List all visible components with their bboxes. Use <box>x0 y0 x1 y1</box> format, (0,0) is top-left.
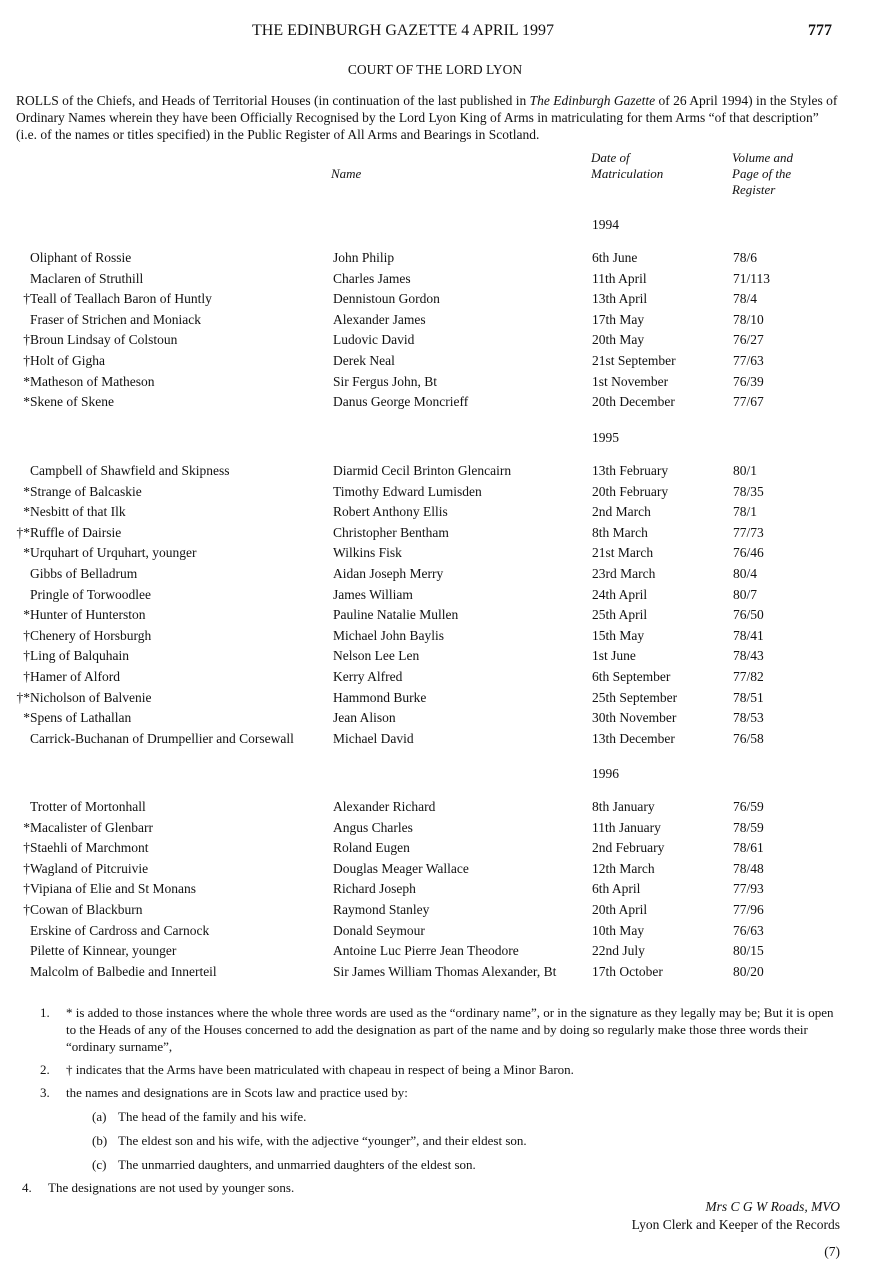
roll-name: James William <box>333 586 413 602</box>
roll-name: Roland Eugen <box>333 840 410 856</box>
roll-volume: 78/6 <box>733 250 758 265</box>
roll-name: Sir Fergus John, Bt <box>333 373 438 389</box>
note-3b <box>92 1132 845 1149</box>
roll-title: Vipiana of Elie and St Monans <box>30 881 197 897</box>
roll-mark: † <box>23 648 30 664</box>
roll-date: 8th January <box>592 799 655 814</box>
roll-volume: 76/27 <box>733 332 764 348</box>
roll-title: Campbell of Shawfield and Skipness <box>30 463 230 478</box>
roll-name: Sir James William Thomas Alexander, Bt <box>333 963 557 979</box>
roll-volume: 80/4 <box>733 566 758 581</box>
roll-name: Charles James <box>333 270 411 286</box>
roll-mark: * <box>23 373 30 389</box>
roll-row <box>0 628 870 648</box>
column-header-volume-line2: Page of the <box>732 166 792 181</box>
roll-title: Hunter of Hunterston <box>30 607 146 623</box>
roll-title: Wagland of Pitcruivie <box>30 860 149 876</box>
roll-title: Oliphant of Rossie <box>30 250 132 265</box>
roll-row <box>0 710 870 730</box>
roll-date: 12th March <box>592 860 655 876</box>
roll-date: 13th February <box>592 463 669 478</box>
court-heading: COURT OF THE LORD LYON <box>347 62 523 77</box>
roll-date: 21st March <box>592 545 654 561</box>
note-3a-number: (a) <box>92 1109 107 1124</box>
roll-volume: 80/15 <box>733 943 764 959</box>
roll-volume: 77/82 <box>733 669 764 684</box>
roll-row <box>0 332 870 352</box>
roll-mark: * <box>23 504 30 520</box>
roll-name: Ludovic David <box>333 332 415 348</box>
roll-volume: 76/39 <box>733 373 764 389</box>
note-2-text: † indicates that the Arms have been matriculated with chapeau in respect of being a Minor Baron. <box>66 1062 574 1077</box>
roll-date: 1st November <box>592 373 669 389</box>
roll-name: Antoine Luc Pierre Jean Theodore <box>333 943 519 959</box>
roll-date: 11th January <box>592 819 661 835</box>
roll-mark: * <box>23 819 30 835</box>
roll-title: Erskine of Cardross and Carnock <box>30 922 210 938</box>
page-number: 777 <box>808 22 832 39</box>
column-header-volume-line3: Register <box>732 182 776 197</box>
roll-volume: 80/7 <box>733 586 758 602</box>
note-1-text: * is added to those instances where the whole three words are used as the “ordinary name”, or in the signature as they legally may be; But it is open to the Heads of any of the Houses concerned to add the designation as part of the name and by doing so regularly make those three words their “ordinary surname”, <box>66 1005 834 1054</box>
roll-mark: * <box>23 394 30 410</box>
roll-title: Gibbs of Belladrum <box>30 566 138 581</box>
roll-title: Macalister of Glenbarr <box>30 819 153 835</box>
roll-row <box>0 820 870 840</box>
column-header-volume <box>732 150 793 198</box>
roll-name: Alexander Richard <box>333 799 436 814</box>
roll-volume: 78/53 <box>733 710 764 726</box>
note-3c-text: The unmarried daughters, and unmarried daughters of the eldest son. <box>118 1157 476 1172</box>
roll-title: Hamer of Alford <box>30 669 120 684</box>
note-1 <box>40 1004 845 1055</box>
roll-volume: 80/1 <box>733 463 758 478</box>
roll-date: 17th May <box>592 311 645 327</box>
roll-row <box>0 607 870 627</box>
roll-row <box>0 861 870 881</box>
note-1-number: 1. <box>40 1005 50 1020</box>
roll-volume: 78/4 <box>733 291 758 307</box>
note-3b-number: (b) <box>92 1133 108 1148</box>
roll-title: Trotter of Mortonhall <box>30 799 146 814</box>
roll-volume: 77/73 <box>733 524 764 540</box>
column-header-date <box>591 150 663 182</box>
roll-title: Spens of Lathallan <box>30 710 132 726</box>
roll-mark: * <box>23 545 30 561</box>
roll-date: 23rd March <box>592 566 656 581</box>
note-3b-text: The eldest son and his wife, with the adjective “younger”, and their eldest son. <box>118 1133 527 1148</box>
note-3c <box>92 1156 845 1173</box>
roll-title: Maclaren of Struthill <box>30 270 144 286</box>
roll-mark: † <box>23 669 30 684</box>
roll-name: Danus George Moncrieff <box>333 394 469 410</box>
intro-text-2: of 26 April 1994) in the Styles of Ordinary Names wherein they have been Officially Recognised by the Lord Lyon King of Arms in matriculating for them Arms “of that description” (i.e. of the names or titles specified) in the Public Register of All Arms and Bearings in Scotland. <box>16 93 838 142</box>
roll-name: Jean Alison <box>333 710 396 726</box>
roll-name: Christopher Bentham <box>333 524 449 540</box>
note-3a <box>92 1108 845 1125</box>
roll-volume: 76/63 <box>733 922 764 938</box>
roll-mark: † <box>23 881 30 897</box>
roll-row <box>0 312 870 332</box>
roll-date: 10th May <box>592 922 645 938</box>
roll-row <box>0 881 870 901</box>
roll-row <box>0 250 870 270</box>
roll-title: Chenery of Horsburgh <box>30 627 152 643</box>
roll-row <box>0 394 870 414</box>
roll-title: Strange of Balcaskie <box>30 483 142 499</box>
roll-volume: 78/48 <box>733 860 764 876</box>
roll-date: 13th April <box>592 291 648 307</box>
roll-title: Matheson of Matheson <box>30 373 155 389</box>
roll-date: 6th June <box>592 250 638 265</box>
roll-title: Carrick-Buchanan of Drumpellier and Corsewall <box>30 730 294 746</box>
roll-row <box>0 504 870 524</box>
roll-name: Diarmid Cecil Brinton Glencairn <box>333 463 512 478</box>
roll-date: 25th April <box>592 607 648 623</box>
roll-volume: 78/61 <box>733 840 764 856</box>
note-3c-number: (c) <box>92 1157 107 1172</box>
roll-row <box>0 943 870 963</box>
roll-volume: 78/59 <box>733 819 764 835</box>
roll-row <box>0 648 870 668</box>
note-4-number: 4. <box>22 1180 32 1195</box>
roll-title: Ling of Balquhain <box>30 648 129 664</box>
roll-name: Dennistoun Gordon <box>333 291 440 307</box>
roll-mark: * <box>23 483 30 499</box>
roll-mark: † <box>23 860 30 876</box>
roll-name: Hammond Burke <box>333 689 427 705</box>
column-header-name: Name <box>331 166 362 181</box>
roll-volume: 76/58 <box>733 730 764 746</box>
roll-name: Wilkins Fisk <box>333 545 402 561</box>
roll-date: 20th February <box>592 483 669 499</box>
roll-volume: 78/1 <box>733 504 758 520</box>
roll-mark: † <box>23 902 30 917</box>
roll-name: Richard Joseph <box>333 881 416 897</box>
roll-mark: * <box>23 607 30 623</box>
gazette-title: THE EDINBURGH GAZETTE 4 APRIL 1997 <box>252 22 555 39</box>
note-4-text: The designations are not used by younger sons. <box>48 1180 295 1195</box>
roll-name: Timothy Edward Lumisden <box>333 483 482 499</box>
roll-name: Derek Neal <box>333 353 395 368</box>
note-3 <box>40 1084 845 1173</box>
roll-row <box>0 902 870 922</box>
roll-title: Pringle of Torwoodlee <box>30 586 152 602</box>
note-4 <box>22 1179 845 1196</box>
roll-title: Ruffle of Dairsie <box>30 524 122 540</box>
roll-title: Cowan of Blackburn <box>30 902 143 917</box>
signature-block <box>632 1198 840 1234</box>
roll-volume: 78/10 <box>733 311 764 327</box>
roll-date: 17th October <box>592 963 663 979</box>
roll-date: 20th December <box>592 394 675 410</box>
roll-row <box>0 669 870 689</box>
roll-title: Nesbitt of that Ilk <box>30 504 126 520</box>
roll-volume: 78/51 <box>733 689 764 705</box>
roll-volume: 76/59 <box>733 799 764 814</box>
roll-name: Michael John Baylis <box>333 627 444 643</box>
roll-row <box>0 964 870 984</box>
roll-row <box>0 484 870 504</box>
roll-row <box>0 690 870 710</box>
year-heading-1994: 1994 <box>592 217 619 232</box>
roll-mark: †* <box>16 524 30 540</box>
roll-name: John Philip <box>333 250 395 265</box>
roll-name: Michael David <box>333 730 414 746</box>
roll-volume: 71/113 <box>733 270 770 286</box>
roll-date: 1st June <box>592 648 636 664</box>
column-header-date-line2: Matriculation <box>591 166 664 181</box>
roll-row <box>0 353 870 373</box>
roll-volume: 77/63 <box>733 353 764 368</box>
roll-volume: 77/96 <box>733 902 764 917</box>
roll-row <box>0 566 870 586</box>
roll-mark: † <box>23 627 30 643</box>
intro-publication: The Edinburgh Gazette <box>529 93 656 108</box>
roll-volume: 80/20 <box>733 963 764 979</box>
note-3-number: 3. <box>40 1085 50 1100</box>
roll-row <box>0 545 870 565</box>
roll-row <box>0 587 870 607</box>
roll-date: 6th September <box>592 669 671 684</box>
roll-date: 13th December <box>592 730 675 746</box>
roll-name: Aidan Joseph Merry <box>333 566 444 581</box>
roll-date: 8th March <box>592 524 648 540</box>
roll-name: Raymond Stanley <box>333 902 430 917</box>
roll-title: Holt of Gigha <box>30 353 105 368</box>
signatory-role: Lyon Clerk and Keeper of the Records <box>631 1217 840 1232</box>
roll-date: 24th April <box>592 586 648 602</box>
roll-row <box>0 799 870 819</box>
roll-mark: †* <box>16 689 30 705</box>
roll-volume: 78/41 <box>733 627 764 643</box>
roll-title: Staehli of Marchmont <box>30 840 149 856</box>
signatory-name: Mrs C G W Roads, MVO <box>705 1199 840 1214</box>
roll-name: Alexander James <box>333 311 426 327</box>
roll-row <box>0 923 870 943</box>
roll-mark: † <box>23 332 30 348</box>
roll-date: 20th April <box>592 902 648 917</box>
roll-date: 25th September <box>592 689 678 705</box>
notes <box>22 1004 845 1202</box>
roll-name: Angus Charles <box>333 819 413 835</box>
roll-date: 22nd July <box>592 943 645 959</box>
roll-volume: 77/93 <box>733 881 764 897</box>
column-header-date-line1: Date of <box>591 150 630 165</box>
year-heading-1995: 1995 <box>592 430 619 445</box>
roll-title: Pilette of Kinnear, younger <box>30 943 177 959</box>
roll-title: Nicholson of Balvenie <box>30 689 152 705</box>
roll-volume: 76/46 <box>733 545 764 561</box>
roll-row <box>0 731 870 751</box>
roll-row <box>0 374 870 394</box>
roll-row <box>0 271 870 291</box>
roll-title: Fraser of Strichen and Moniack <box>30 311 201 327</box>
roll-row <box>0 525 870 545</box>
roll-row <box>0 291 870 311</box>
roll-mark: * <box>23 710 30 726</box>
roll-date: 15th May <box>592 627 645 643</box>
roll-date: 20th May <box>592 332 645 348</box>
roll-row <box>0 840 870 860</box>
roll-row <box>0 463 870 483</box>
roll-date: 6th April <box>592 881 641 897</box>
roll-name: Pauline Natalie Mullen <box>333 607 459 623</box>
roll-name: Nelson Lee Len <box>333 648 420 664</box>
roll-mark: † <box>23 291 30 307</box>
roll-title: Skene of Skene <box>30 394 114 410</box>
note-2 <box>40 1061 845 1078</box>
roll-title: Teall of Teallach Baron of Huntly <box>30 291 212 307</box>
roll-title: Malcolm of Balbedie and Innerteil <box>30 963 217 979</box>
roll-date: 30th November <box>592 710 677 726</box>
roll-name: Kerry Alfred <box>333 669 403 684</box>
roll-volume: 78/43 <box>733 648 764 664</box>
roll-title: Broun Lindsay of Colstoun <box>30 332 178 348</box>
roll-volume: 76/50 <box>733 607 764 623</box>
roll-name: Robert Anthony Ellis <box>333 504 448 520</box>
column-header-volume-line1: Volume and <box>732 150 794 165</box>
intro-text-1: ROLLS of the Chiefs, and Heads of Territorial Houses (in continuation of the last published in <box>16 93 530 108</box>
roll-date: 11th April <box>592 270 647 286</box>
year-heading-1996: 1996 <box>592 766 619 781</box>
roll-date: 2nd February <box>592 840 665 856</box>
roll-name: Donald Seymour <box>333 922 425 938</box>
note-3-text: the names and designations are in Scots law and practice used by: <box>66 1085 408 1100</box>
roll-date: 2nd March <box>592 504 651 520</box>
note-3a-text: The head of the family and his wife. <box>118 1109 307 1124</box>
roll-mark: † <box>23 353 30 368</box>
roll-name: Douglas Meager Wallace <box>333 860 469 876</box>
roll-mark: † <box>23 840 30 856</box>
note-2-number: 2. <box>40 1062 50 1077</box>
footer-reference: (7) <box>824 1244 840 1259</box>
roll-volume: 77/67 <box>733 394 764 410</box>
roll-date: 21st September <box>592 353 676 368</box>
roll-title: Urquhart of Urquhart, younger <box>30 545 197 561</box>
intro-paragraph <box>16 92 842 143</box>
roll-volume: 78/35 <box>733 483 764 499</box>
